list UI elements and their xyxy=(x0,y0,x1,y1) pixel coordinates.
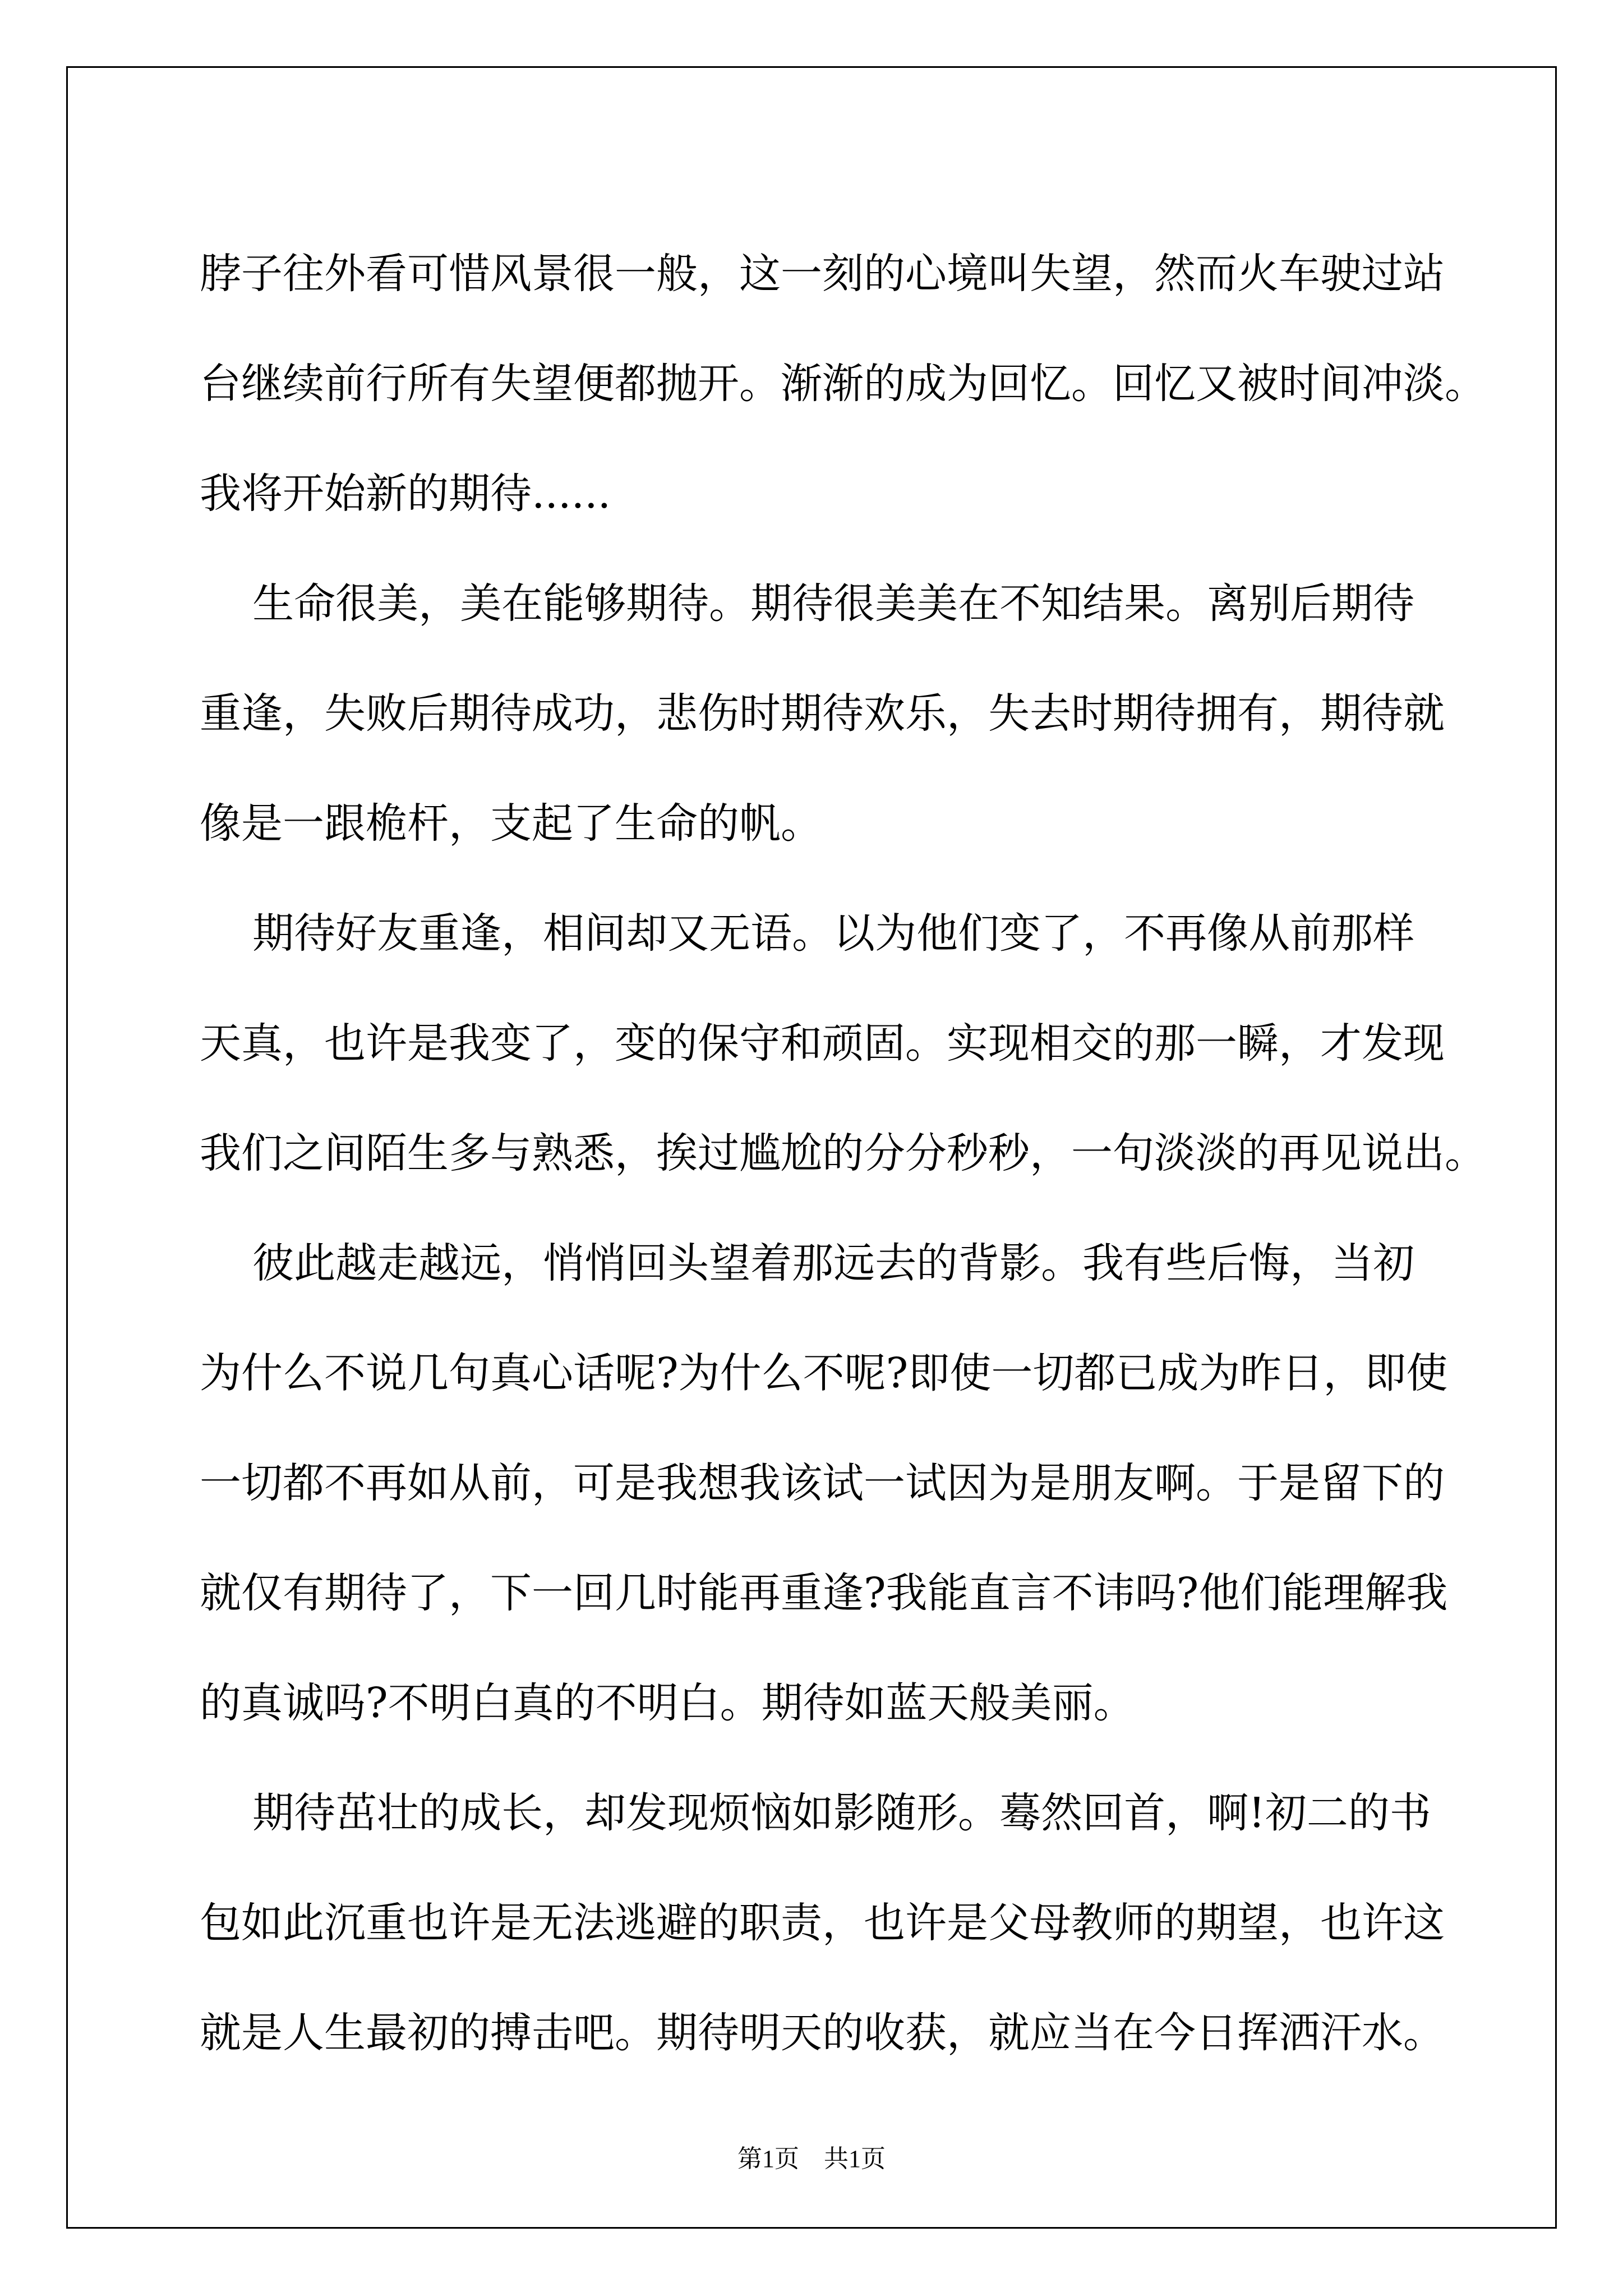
page-number-footer: 第1页 共1页 xyxy=(737,2145,886,2173)
text-line: 脖子往外看可惜风景很一般，这一刻的心境叫失望，然而火车驶过站 xyxy=(200,250,1445,298)
text-line: 一切都不再如从前，可是我想我该试一试因为是朋友啊。于是留下的 xyxy=(200,1459,1445,1507)
text-line: 彼此越走越远，悄悄回头望着那远去的背影。我有些后悔，当初 xyxy=(200,1239,1415,1287)
text-line: 天真，也许是我变了，变的保守和顽固。实现相交的那一瞬，才发现 xyxy=(200,1019,1445,1068)
text-line: 的真诚吗?不明白真的不明白。期待如蓝天般美丽。 xyxy=(200,1679,1135,1727)
text-line: 就是人生最初的搏击吧。期待明天的收获，就应当在今日挥洒汗水。 xyxy=(200,2009,1445,2057)
text-line: 就仅有期待了，下一回几时能再重逢?我能直言不讳吗?他们能理解我 xyxy=(200,1569,1448,1617)
text-line: 像是一跟桅杆，支起了生命的帆。 xyxy=(200,799,822,848)
text-line: 我将开始新的期待...... xyxy=(200,470,611,518)
text-line: 我们之间陌生多与熟悉，挨过尴尬的分分秒秒，一句淡淡的再见说出。 xyxy=(200,1129,1486,1177)
text-line: 重逢，失败后期待成功，悲伤时期待欢乐，失去时期待拥有，期待就 xyxy=(200,689,1445,738)
text-line: 为什么不说几句真心话呢?为什么不呢?即使一切都已成为昨日，即使 xyxy=(200,1349,1448,1397)
text-line: 包如此沉重也许是无法逃避的职责，也许是父母教师的期望，也许这 xyxy=(200,1899,1445,1947)
text-line: 期待茁壮的成长，却发现烦恼如影随形。蓦然回首，啊!初二的书 xyxy=(200,1789,1431,1837)
text-line: 生命很美，美在能够期待。期待很美美在不知结果。离别后期待 xyxy=(200,579,1415,628)
document-body xyxy=(200,219,1486,2088)
text-line: 期待好友重逢，相间却又无语。以为他们变了，不再像从前那样 xyxy=(200,909,1415,958)
text-line: 台继续前行所有失望便都抛开。渐渐的成为回忆。回忆又被时间冲淡。 xyxy=(200,360,1486,408)
